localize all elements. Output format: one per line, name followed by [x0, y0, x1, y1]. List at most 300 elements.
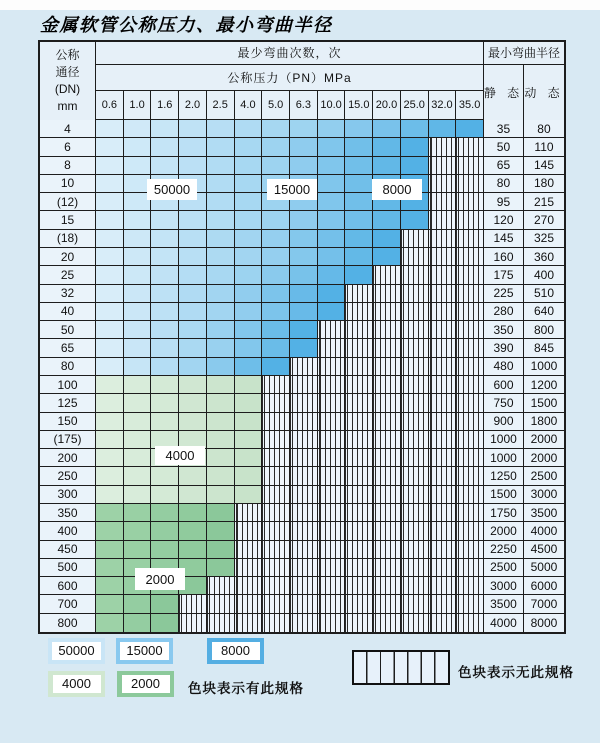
spec-cell — [318, 230, 346, 248]
dn-cell: 800 — [40, 614, 96, 632]
pressure-column-1.0: 1.0 — [124, 91, 152, 120]
spec-cell — [207, 467, 235, 485]
dynamic-radius-cell: 2500 — [524, 467, 564, 485]
no-spec-cell — [345, 486, 373, 504]
spec-cell — [124, 449, 152, 467]
no-spec-cell — [318, 413, 346, 431]
no-spec-cell — [345, 303, 373, 321]
dynamic-radius-cell: 110 — [524, 138, 564, 156]
cycle-count-label: 4000 — [155, 446, 205, 465]
dn-cell: (12) — [40, 193, 96, 211]
spec-cell — [262, 303, 290, 321]
dn-cell: 350 — [40, 504, 96, 522]
page-title: 金属软管公称压力、最小弯曲半径 — [40, 15, 333, 36]
spec-cell — [151, 138, 179, 156]
pressure-column-2.5: 2.5 — [207, 91, 235, 120]
spec-cell — [401, 211, 429, 229]
spec-cell — [124, 157, 152, 175]
bend-cycles-header: 最少弯曲次数，次 — [96, 42, 484, 65]
no-spec-cell — [373, 541, 401, 559]
no-spec-cell — [345, 431, 373, 449]
spec-cell — [345, 157, 373, 175]
spec-cell — [345, 230, 373, 248]
no-spec-cell — [456, 522, 484, 540]
radius-header: 最小弯曲半径 — [484, 42, 564, 65]
no-spec-cell — [429, 211, 457, 229]
spec-cell — [235, 248, 263, 266]
no-spec-cell — [401, 467, 429, 485]
no-spec-cell — [207, 595, 235, 613]
spec-cell — [124, 504, 152, 522]
legend-unavailable-text: 色块表示无此规格 — [458, 665, 574, 680]
dn-cell: 4 — [40, 120, 96, 138]
legend-swatch-2000 — [117, 671, 174, 697]
no-spec-cell — [401, 413, 429, 431]
no-spec-cell — [429, 595, 457, 613]
no-spec-cell — [401, 522, 429, 540]
spec-cell — [151, 358, 179, 376]
no-spec-cell — [235, 504, 263, 522]
pressure-column-35.0: 35.0 — [456, 91, 484, 120]
spec-cell — [318, 266, 346, 284]
spec-cell — [207, 413, 235, 431]
spec-cell — [96, 193, 124, 211]
no-spec-cell — [318, 431, 346, 449]
spec-cell — [96, 522, 124, 540]
pressure-column-10.0: 10.0 — [318, 91, 346, 120]
spec-cell — [235, 358, 263, 376]
spec-cell — [290, 120, 318, 138]
no-spec-cell — [318, 614, 346, 632]
no-spec-cell — [429, 193, 457, 211]
no-spec-cell — [373, 303, 401, 321]
no-spec-cell — [456, 303, 484, 321]
static-radius-cell: 350 — [484, 321, 524, 339]
no-spec-cell — [456, 394, 484, 412]
spec-cell — [96, 303, 124, 321]
no-spec-cell — [345, 358, 373, 376]
spec-cell — [151, 321, 179, 339]
spec-cell — [401, 120, 429, 138]
no-spec-cell — [345, 541, 373, 559]
no-spec-cell — [345, 595, 373, 613]
dynamic-radius-cell: 325 — [524, 230, 564, 248]
no-spec-cell — [318, 376, 346, 394]
no-spec-cell — [207, 614, 235, 632]
no-spec-cell — [456, 467, 484, 485]
dynamic-radius-cell: 2000 — [524, 431, 564, 449]
spec-cell — [207, 120, 235, 138]
page-top-margin — [0, 0, 600, 10]
no-spec-cell — [401, 559, 429, 577]
spec-cell — [318, 303, 346, 321]
no-spec-cell — [262, 431, 290, 449]
no-spec-cell — [318, 394, 346, 412]
legend-hatch-swatch — [352, 650, 450, 685]
spec-cell — [124, 467, 152, 485]
no-spec-cell — [401, 449, 429, 467]
no-spec-cell — [290, 467, 318, 485]
spec-cell — [235, 193, 263, 211]
no-spec-cell — [262, 559, 290, 577]
no-spec-cell — [179, 595, 207, 613]
no-spec-cell — [456, 266, 484, 284]
no-spec-cell — [262, 522, 290, 540]
spec-cell — [151, 157, 179, 175]
static-radius-cell: 175 — [484, 266, 524, 284]
legend-swatch-label: 15000 — [120, 642, 168, 660]
spec-cell — [235, 120, 263, 138]
spec-cell — [151, 230, 179, 248]
spec-cell — [96, 376, 124, 394]
dynamic-radius-cell: 510 — [524, 285, 564, 303]
no-spec-cell — [318, 339, 346, 357]
no-spec-cell — [429, 577, 457, 595]
spec-cell — [373, 211, 401, 229]
dynamic-radius-cell: 800 — [524, 321, 564, 339]
spec-cell — [235, 376, 263, 394]
spec-cell — [235, 449, 263, 467]
no-spec-cell — [235, 595, 263, 613]
spec-cell — [235, 175, 263, 193]
spec-cell — [207, 193, 235, 211]
no-spec-cell — [290, 504, 318, 522]
no-spec-cell — [456, 157, 484, 175]
dynamic-radius-cell: 1000 — [524, 358, 564, 376]
spec-cell — [262, 120, 290, 138]
legend-available-text: 色块表示有此规格 — [188, 681, 304, 696]
hose-spec-table — [38, 40, 566, 634]
no-spec-cell — [345, 376, 373, 394]
spec-cell — [124, 285, 152, 303]
spec-cell — [96, 266, 124, 284]
no-spec-cell — [401, 595, 429, 613]
no-spec-cell — [345, 504, 373, 522]
no-spec-cell — [373, 486, 401, 504]
spec-cell — [207, 522, 235, 540]
no-spec-cell — [373, 266, 401, 284]
no-spec-cell — [456, 193, 484, 211]
no-spec-cell — [262, 376, 290, 394]
spec-cell — [124, 614, 152, 632]
dynamic-radius-cell: 3500 — [524, 504, 564, 522]
corner-header-line: (DN) — [54, 82, 81, 96]
no-spec-cell — [345, 394, 373, 412]
no-spec-cell — [456, 614, 484, 632]
static-radius-cell: 2500 — [484, 559, 524, 577]
no-spec-cell — [235, 614, 263, 632]
spec-cell — [235, 266, 263, 284]
dn-cell: 65 — [40, 339, 96, 357]
spec-cell — [124, 266, 152, 284]
spec-cell — [345, 248, 373, 266]
no-spec-cell — [429, 175, 457, 193]
spec-cell — [290, 303, 318, 321]
spec-cell — [96, 339, 124, 357]
static-radius-cell: 2000 — [484, 522, 524, 540]
spec-cell — [318, 285, 346, 303]
spec-cell — [345, 175, 373, 193]
spec-cell — [345, 266, 373, 284]
dn-cell: 300 — [40, 486, 96, 504]
no-spec-cell — [345, 522, 373, 540]
spec-cell — [290, 138, 318, 156]
spec-cell — [179, 303, 207, 321]
dynamic-radius-cell: 1500 — [524, 394, 564, 412]
spec-cell — [96, 413, 124, 431]
spec-cell — [151, 595, 179, 613]
static-radius-cell: 35 — [484, 120, 524, 138]
spec-cell — [207, 175, 235, 193]
dn-cell: 20 — [40, 248, 96, 266]
spec-cell — [151, 266, 179, 284]
spec-cell — [207, 230, 235, 248]
no-spec-cell — [456, 504, 484, 522]
no-spec-cell — [401, 541, 429, 559]
no-spec-cell — [456, 559, 484, 577]
dn-cell: 80 — [40, 358, 96, 376]
legend-swatch-label: 50000 — [52, 642, 100, 660]
legend-swatch-50000 — [48, 638, 105, 664]
dn-cell: 10 — [40, 175, 96, 193]
no-spec-cell — [429, 431, 457, 449]
no-spec-cell — [373, 285, 401, 303]
legend-swatch-label: 2000 — [122, 675, 170, 693]
dn-cell: 500 — [40, 559, 96, 577]
no-spec-cell — [456, 376, 484, 394]
pressure-column-2.0: 2.0 — [179, 91, 207, 120]
spec-cell — [262, 339, 290, 357]
dynamic-radius-cell: 3000 — [524, 486, 564, 504]
spec-cell — [207, 394, 235, 412]
spec-cell — [124, 211, 152, 229]
no-spec-cell — [235, 577, 263, 595]
no-spec-cell — [318, 486, 346, 504]
spec-cell — [207, 248, 235, 266]
spec-cell — [262, 248, 290, 266]
spec-cell — [207, 339, 235, 357]
no-spec-cell — [290, 614, 318, 632]
no-spec-cell — [429, 339, 457, 357]
spec-cell — [235, 339, 263, 357]
spec-cell — [124, 303, 152, 321]
no-spec-cell — [373, 413, 401, 431]
static-radius-cell: 3500 — [484, 595, 524, 613]
no-spec-cell — [373, 577, 401, 595]
no-spec-cell — [262, 467, 290, 485]
spec-cell — [345, 193, 373, 211]
spec-cell — [318, 157, 346, 175]
spec-cell — [124, 541, 152, 559]
cycle-count-label: 2000 — [135, 568, 185, 590]
no-spec-cell — [456, 595, 484, 613]
static-radius-cell: 2250 — [484, 541, 524, 559]
no-spec-cell — [345, 577, 373, 595]
spec-cell — [401, 138, 429, 156]
spec-cell — [151, 614, 179, 632]
spec-cell — [151, 248, 179, 266]
no-spec-cell — [290, 577, 318, 595]
spec-cell — [179, 157, 207, 175]
spec-cell — [124, 120, 152, 138]
static-radius-cell: 80 — [484, 175, 524, 193]
dn-cell: 25 — [40, 266, 96, 284]
spec-cell — [96, 541, 124, 559]
dynamic-header: 动 态 — [524, 65, 564, 120]
spec-cell — [262, 358, 290, 376]
no-spec-cell — [373, 394, 401, 412]
dynamic-radius-cell: 7000 — [524, 595, 564, 613]
no-spec-cell — [456, 285, 484, 303]
spec-cell — [179, 339, 207, 357]
spec-cell — [235, 211, 263, 229]
no-spec-cell — [318, 321, 346, 339]
no-spec-cell — [318, 595, 346, 613]
pressure-column-5.0: 5.0 — [262, 91, 290, 120]
spec-cell — [373, 157, 401, 175]
no-spec-cell — [290, 595, 318, 613]
spec-cell — [124, 138, 152, 156]
spec-cell — [179, 541, 207, 559]
spec-cell — [401, 157, 429, 175]
no-spec-cell — [401, 614, 429, 632]
corner-header — [40, 42, 96, 120]
dn-cell: 250 — [40, 467, 96, 485]
spec-cell — [373, 230, 401, 248]
dn-cell: 125 — [40, 394, 96, 412]
no-spec-cell — [429, 614, 457, 632]
spec-cell — [207, 486, 235, 504]
no-spec-cell — [401, 285, 429, 303]
spec-cell — [96, 175, 124, 193]
static-radius-cell: 160 — [484, 248, 524, 266]
spec-cell — [207, 321, 235, 339]
spec-cell — [151, 303, 179, 321]
no-spec-cell — [456, 413, 484, 431]
no-spec-cell — [373, 431, 401, 449]
pressure-column-20.0: 20.0 — [373, 91, 401, 120]
no-spec-cell — [262, 413, 290, 431]
no-spec-cell — [401, 303, 429, 321]
no-spec-cell — [373, 339, 401, 357]
spec-cell — [373, 120, 401, 138]
no-spec-cell — [345, 339, 373, 357]
spec-cell — [207, 285, 235, 303]
no-spec-cell — [456, 431, 484, 449]
spec-cell — [235, 303, 263, 321]
spec-cell — [151, 211, 179, 229]
pressure-column-32.0: 32.0 — [429, 91, 457, 120]
spec-cell — [96, 577, 124, 595]
pressure-header: 公称压力（PN）MPa — [96, 65, 484, 91]
no-spec-cell — [429, 413, 457, 431]
no-spec-cell — [318, 467, 346, 485]
spec-cell — [290, 230, 318, 248]
cycle-count-label: 50000 — [147, 179, 197, 200]
spec-cell — [373, 138, 401, 156]
no-spec-cell — [290, 431, 318, 449]
no-spec-cell — [373, 376, 401, 394]
spec-cell — [235, 230, 263, 248]
dynamic-radius-cell: 5000 — [524, 559, 564, 577]
spec-cell — [124, 248, 152, 266]
static-radius-cell: 600 — [484, 376, 524, 394]
spec-cell — [179, 211, 207, 229]
spec-cell — [179, 394, 207, 412]
spec-cell — [262, 321, 290, 339]
no-spec-cell — [345, 449, 373, 467]
spec-cell — [207, 358, 235, 376]
dynamic-radius-cell: 215 — [524, 193, 564, 211]
static-header: 静 态 — [484, 65, 524, 120]
no-spec-cell — [456, 577, 484, 595]
no-spec-cell — [429, 559, 457, 577]
spec-cell — [262, 285, 290, 303]
no-spec-cell — [401, 486, 429, 504]
no-spec-cell — [456, 175, 484, 193]
no-spec-cell — [262, 449, 290, 467]
spec-cell — [179, 376, 207, 394]
no-spec-cell — [429, 486, 457, 504]
no-spec-cell — [290, 376, 318, 394]
dn-cell: 6 — [40, 138, 96, 156]
no-spec-cell — [456, 230, 484, 248]
spec-cell — [179, 358, 207, 376]
dn-cell: 400 — [40, 522, 96, 540]
no-spec-cell — [318, 541, 346, 559]
spec-cell — [207, 211, 235, 229]
no-spec-cell — [373, 358, 401, 376]
legend-swatch-label: 4000 — [53, 675, 101, 693]
spec-cell — [262, 266, 290, 284]
pressure-column-4.0: 4.0 — [235, 91, 263, 120]
spec-cell — [207, 431, 235, 449]
no-spec-cell — [235, 522, 263, 540]
spec-cell — [179, 321, 207, 339]
no-spec-cell — [401, 339, 429, 357]
no-spec-cell — [290, 559, 318, 577]
spec-cell — [318, 248, 346, 266]
spec-cell — [151, 285, 179, 303]
no-spec-cell — [179, 614, 207, 632]
no-spec-cell — [290, 486, 318, 504]
spec-cell — [151, 486, 179, 504]
no-spec-cell — [318, 522, 346, 540]
no-spec-cell — [373, 321, 401, 339]
no-spec-cell — [373, 504, 401, 522]
static-radius-cell: 1000 — [484, 431, 524, 449]
spec-cell — [235, 157, 263, 175]
spec-cell — [179, 285, 207, 303]
spec-cell — [124, 394, 152, 412]
spec-cell — [124, 321, 152, 339]
spec-cell — [290, 266, 318, 284]
no-spec-cell — [456, 211, 484, 229]
no-spec-cell — [429, 157, 457, 175]
spec-cell — [124, 376, 152, 394]
no-spec-cell — [262, 577, 290, 595]
spec-cell — [96, 614, 124, 632]
no-spec-cell — [456, 449, 484, 467]
no-spec-cell — [235, 541, 263, 559]
no-spec-cell — [429, 541, 457, 559]
dynamic-radius-cell: 4000 — [524, 522, 564, 540]
static-radius-cell: 1750 — [484, 504, 524, 522]
no-spec-cell — [456, 321, 484, 339]
spec-cell — [179, 230, 207, 248]
spec-cell — [96, 285, 124, 303]
spec-cell — [235, 285, 263, 303]
